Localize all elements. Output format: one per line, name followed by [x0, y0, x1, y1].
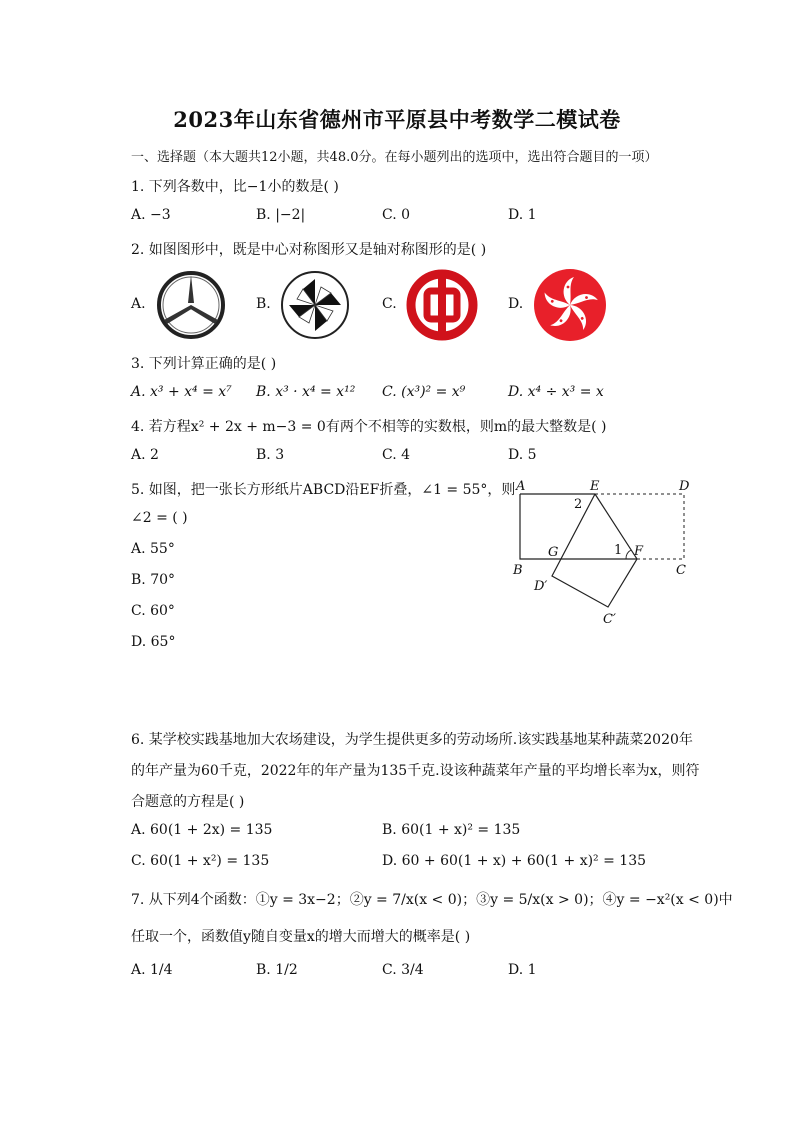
question-6-line-3: 合题意的方程是( ): [131, 794, 245, 810]
q4-option-b: B. 3: [256, 447, 285, 463]
q2-option-a: A.: [131, 296, 146, 312]
label-E: E: [590, 479, 600, 494]
question-7-line-2: 任取一个，函数值y随自变量x的增大而增大的概率是( ): [131, 929, 471, 945]
q7-option-b: B. 1/2: [256, 962, 298, 978]
q6-option-d: D. 60 + 60(1 + x) + 60(1 + x)² = 135: [382, 853, 647, 869]
q7-option-d: D. 1: [508, 962, 537, 978]
q2-option-c: C.: [382, 296, 397, 312]
question-4: 4. 若方程x² + 2x + m−3 = 0有两个不相等的实数根，则m的最大整数是( ): [131, 419, 607, 435]
page-title: 2023年山东省德州市平原县中考数学二模试卷: [173, 107, 621, 132]
q1-option-d: D. 1: [508, 207, 537, 223]
q1-option-a: A. −3: [131, 207, 171, 223]
question-3: 3. 下列计算正确的是( ): [131, 356, 277, 372]
q3-option-c: C. (x³)² = x⁹: [382, 384, 466, 400]
question-1: 1. 下列各数中，比−1小的数是( ): [131, 179, 339, 195]
q7-option-a: A. 1/4: [131, 962, 173, 978]
q6-option-c: C. 60(1 + x²) = 135: [131, 853, 270, 869]
three-pointed-star-logo: [155, 269, 227, 341]
label-2: 2: [574, 497, 583, 512]
question-2: 2. 如图图形中，既是中心对称图形又是轴对称图形的是( ): [131, 242, 487, 258]
q3-option-d: D. x⁴ ÷ x³ = x: [508, 384, 604, 400]
question-5-line-1: 5. 如图，把一张长方形纸片ABCD沿EF折叠，∠1 = 55°，则: [131, 482, 516, 498]
label-B: B: [513, 563, 523, 578]
question-7-line-1: 7. 从下列4个函数：①y = 3x−2；②y = 7/x(x < 0)；③y = 5/x(x > 0)；④y = −x²(x < 0)中: [131, 892, 733, 908]
angle-1-arc: [626, 550, 631, 559]
q4-option-a: A. 2: [131, 447, 159, 463]
q4-option-c: C. 4: [382, 447, 411, 463]
bank-logo: [405, 268, 479, 342]
q3-option-b: B. x³ · x⁴ = x¹²: [256, 384, 356, 400]
q3-option-a: A. x³ + x⁴ = x⁷: [131, 384, 232, 400]
label-C-prime: C′: [603, 612, 616, 627]
label-C: C: [676, 563, 686, 578]
q4-option-d: D. 5: [508, 447, 537, 463]
label-F: F: [634, 544, 644, 559]
q2-option-b: B.: [256, 296, 271, 312]
label-G: G: [548, 545, 559, 560]
q6-option-b: B. 60(1 + x)² = 135: [382, 822, 521, 838]
question-6-line-2: 的年产量为60千克，2022年的年产量为135千克.设该种蔬菜年产量的平均增长率为x，则符: [131, 763, 700, 779]
q5-option-b: B. 70°: [131, 572, 176, 588]
q1-option-c: C. 0: [382, 207, 411, 223]
question-5-line-2: ∠2 = ( ): [131, 510, 188, 526]
question-6-line-1: 6. 某学校实践基地加大农场建设，为学生提供更多的劳动场所.该实践基地某种蔬菜2020年: [131, 732, 693, 748]
label-D: D: [679, 479, 690, 494]
label-D-prime: D′: [534, 579, 548, 594]
pinwheel-logo: [279, 269, 351, 341]
label-A: A: [516, 479, 526, 494]
q6-option-a: A. 60(1 + 2x) = 135: [131, 822, 273, 838]
section-heading: 一、选择题（本大题共12小题，共48.0分。在每小题列出的选项中，选出符合题目的一项）: [131, 150, 658, 165]
label-1: 1: [614, 543, 623, 558]
q5-option-a: A. 55°: [131, 541, 175, 557]
bauhinia-flower-logo: [532, 267, 608, 343]
q5-option-c: C. 60°: [131, 603, 175, 619]
q7-option-c: C. 3/4: [382, 962, 424, 978]
q1-option-b: B. |−2|: [256, 207, 306, 223]
q5-option-d: D. 65°: [131, 634, 176, 650]
q2-option-d: D.: [508, 296, 524, 312]
folded-flap: [552, 494, 637, 607]
folding-figure: [508, 474, 698, 630]
